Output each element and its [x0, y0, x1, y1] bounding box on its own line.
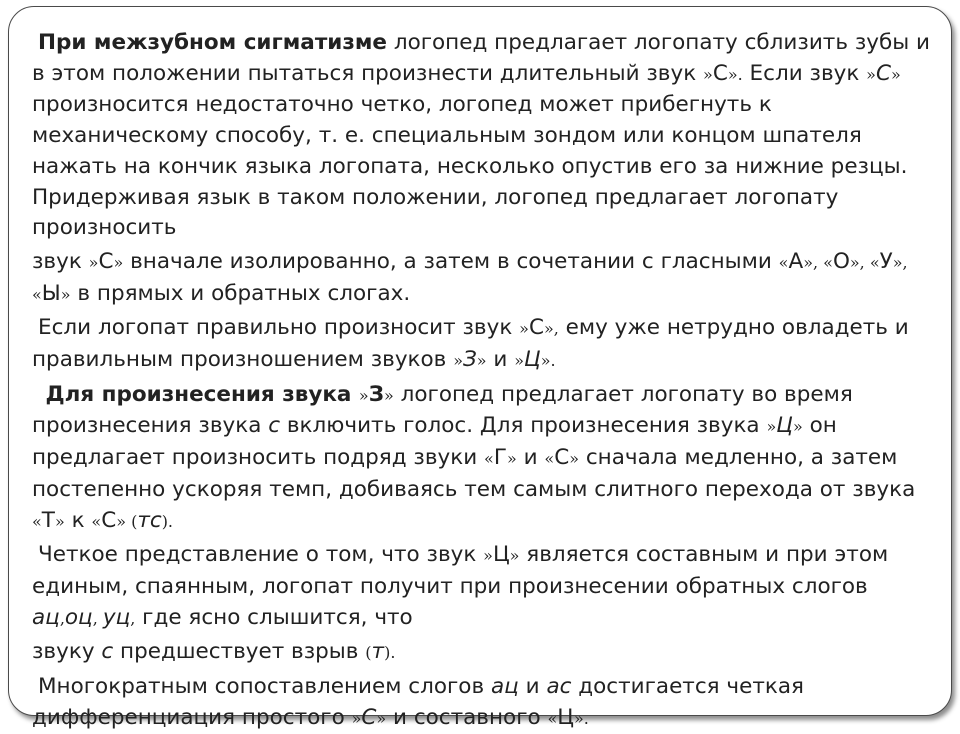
- quote-mark: »: [60, 284, 71, 304]
- text-run: к: [64, 507, 92, 533]
- quote-mark: «: [778, 252, 789, 272]
- italic-text: Ц: [776, 413, 793, 439]
- text-run: У: [879, 248, 893, 274]
- quote-mark: «: [32, 511, 42, 531]
- text-run: звук: [32, 248, 89, 274]
- text-run: Ц: [492, 542, 510, 568]
- quote-mark: » (: [116, 511, 138, 531]
- text-run: произносится недостаточно четко, логопед может прибегнуть к механическому способу, т. е. специальным зондом или концом шпателя нажать на кончик языка логопата, несколько опустив его за нижние резцы. Придерживая язык в таком положении, логопед предлагает логопату произносить: [32, 92, 908, 241]
- text-run: С: [712, 60, 728, 86]
- quote-mark: ).: [161, 511, 174, 531]
- quote-mark: »: [506, 449, 517, 469]
- italic-text: уц: [102, 604, 131, 630]
- quote-mark: »: [866, 64, 876, 84]
- quote-mark: », «: [849, 252, 880, 272]
- text-run: звуку: [32, 639, 102, 665]
- italic-text: с: [101, 639, 114, 665]
- text-run: Г: [493, 445, 507, 471]
- quote-mark: »: [384, 385, 394, 405]
- quote-mark: »: [569, 449, 580, 469]
- text-run: Если логопат правильно произносит звук: [38, 315, 520, 341]
- paragraph: [32, 540, 938, 634]
- quote-mark: », «: [803, 252, 833, 272]
- text-run: в прямых и обратных слогах.: [70, 280, 411, 306]
- quote-mark: ».: [727, 64, 743, 84]
- text-run: О: [832, 248, 850, 274]
- quote-mark: ,: [59, 608, 65, 628]
- paragraph: [32, 637, 938, 669]
- quote-mark: »: [358, 385, 369, 405]
- italic-text: ас: [546, 674, 572, 700]
- text-run: он предлагает произносить подряд звуки: [32, 413, 837, 471]
- paragraph: [32, 28, 938, 244]
- quote-mark: »: [88, 252, 99, 272]
- quote-mark: »: [483, 546, 493, 566]
- quote-mark: ».: [540, 351, 556, 371]
- quote-mark: »: [113, 252, 124, 272]
- italic-text: С: [875, 60, 891, 86]
- italic-text: ац: [32, 604, 60, 630]
- quote-mark: ».: [573, 708, 589, 728]
- text-run: ему уже нетрудно овладеть и правильным произношением звуков: [32, 315, 909, 373]
- quote-mark: »: [453, 351, 463, 371]
- bold-text: З: [368, 381, 384, 407]
- text-run: С: [528, 315, 544, 341]
- quote-mark: »: [890, 64, 901, 84]
- text-run: предшествует взрыв: [113, 639, 366, 665]
- italic-text: оц: [64, 604, 93, 630]
- italic-text: тс: [137, 507, 162, 533]
- quote-mark: »: [519, 319, 529, 339]
- text-run: вначале изолированно, а затем в сочетании с гласными: [123, 248, 779, 274]
- text-run: сначала медленно, а затем постепенно ускоряя темп, добиваясь тем самым слитного перехода от звука: [32, 445, 916, 502]
- text-run: Если звук: [742, 60, 867, 86]
- italic-text: ац: [490, 674, 519, 700]
- text-run: и: [486, 347, 515, 373]
- text-run: Четкое представление о том, что звук: [38, 542, 484, 568]
- text-run: включить голос. Для произнесения звука: [280, 413, 767, 439]
- quote-mark: ).: [384, 643, 396, 663]
- quote-mark: »: [376, 708, 387, 728]
- text-run: Т: [41, 507, 55, 533]
- text-run: Ц: [557, 704, 574, 730]
- text-run: логопед предлагает логопату во время произнесения звука: [32, 381, 853, 439]
- italic-text: З: [462, 347, 477, 373]
- quote-mark: «: [544, 449, 555, 469]
- quote-mark: »: [792, 417, 803, 437]
- italic-text: т: [371, 639, 385, 665]
- quote-mark: », «: [32, 252, 908, 304]
- quote-mark: »: [476, 351, 487, 371]
- text-run: С: [554, 445, 570, 471]
- quote-mark: »: [703, 64, 713, 84]
- paragraph: [32, 672, 938, 734]
- text-body: [32, 28, 938, 734]
- quote-mark: »: [351, 708, 362, 728]
- italic-text: Ц: [524, 347, 541, 373]
- text-run: где ясно слышится, что: [135, 604, 413, 630]
- quote-mark: »: [514, 351, 525, 371]
- italic-text: С: [361, 704, 377, 730]
- text-run: С: [98, 248, 114, 274]
- paragraph: [32, 313, 938, 376]
- paragraph: [32, 247, 938, 310]
- quote-mark: «: [484, 449, 494, 469]
- quote-mark: ,: [92, 608, 103, 628]
- text-run: достигается четкая дифференциация простого: [32, 674, 804, 730]
- bold-text: При межзубном сигматизме: [38, 30, 387, 55]
- quote-mark: ,: [130, 608, 136, 628]
- italic-text: с: [268, 413, 281, 439]
- paragraph: [32, 380, 938, 538]
- quote-mark: »: [509, 546, 520, 566]
- quote-mark: «: [91, 511, 102, 531]
- text-run: А: [788, 248, 804, 274]
- quote-mark: »,: [543, 319, 559, 339]
- text-run: С: [101, 507, 117, 533]
- text-run: Ы: [41, 280, 61, 306]
- text-run: и: [518, 674, 547, 700]
- text-run: и: [516, 445, 545, 471]
- bold-text: Для произнесения звука: [38, 381, 359, 407]
- text-run: и составного: [386, 704, 548, 730]
- text-run: логопед предлагает логопату сблизить зубы и в этом положении пытаться произнести длительный звук: [32, 30, 931, 86]
- quote-mark: «: [547, 708, 558, 728]
- quote-mark: (: [365, 643, 372, 663]
- quote-mark: »: [54, 511, 65, 531]
- quote-mark: »: [766, 417, 777, 437]
- text-run: является составным и при этом единым, спаянным, логопат получит при произнесении обратных слогов: [32, 542, 889, 599]
- text-run: Многократным сопоставлением слогов: [38, 674, 491, 700]
